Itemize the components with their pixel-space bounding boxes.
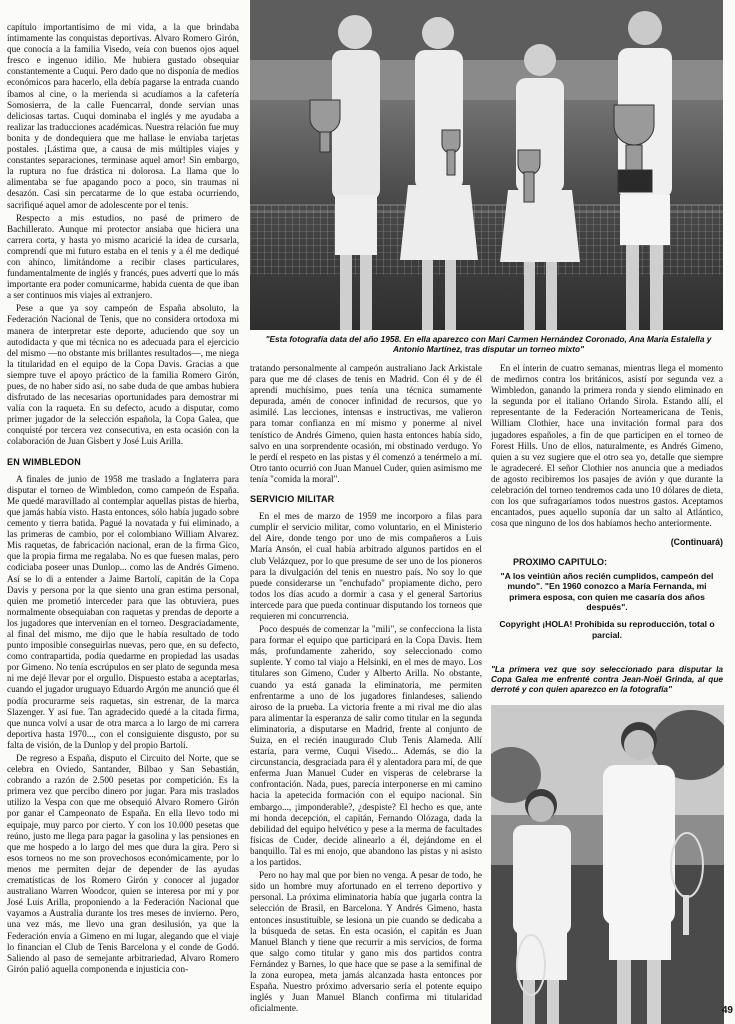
paragraph: Pese a que ya soy campeón de España absoluto, la Federación Nacional de Tenis, que no considera ortodoxa mi manera de interpretar este deporte, aduciendo que soy un autodidacta y que mi técnica no es adecuada para el ejercicio del mismo —no obstante mis brillantes resultados—, me niega la titularidad en el equipo de la Copa Davis. Gracias a que siempre tuve el apoyo práctico de la familia Romero Girón, pues, de no haber sido así, no sabe duda de que ambas hubiera disfrutado de las necesarias oportunidades para demostrar mi valía con la raqueta. En su defecto, acudo a disputar, como primer jugador de la selección española, la Copa Galea, que conquisté por tercera vez consecutiva, en esta ocasión con la colaboración de Juan Gisbert y José Luis Arilla. (7, 303, 239, 447)
text-column-1 (7, 22, 239, 1022)
paragraph: De regreso a España, disputo el Circuito del Norte, que se celebra en Oviedo, Santander, Bilbao y San Sebastián, cobrando a razón de 2.500 pesetas por competición. Es la primera vez que percibo dinero por jugar. Para mis traslados utilizo la Vespa con que me obsequió Alvaro Romero Girón por ganar el Campeonato de España. En ella llevo todo mi equipaje, muy parco por cierto. Y con los 10.000 pesetas que reúno, justo me llega para pagar la gasolina y las pensiones en que me hospedo a lo largo del mes que dura la gira. Pero si esos torneos no me son provechosos económicamente, por lo menos me permiten dejar de depender de las ayudas crematísticas de los Romero Girón y conocer al jugador australiano Warren Woodcor, quien se interesa por mí y por José Luis Arilla, proponiendo a la Federación Nacional que vayamos a Australia durante los tres meses de invierno. Pero, una vez más, me llevo una gran desilusión, ya que la Federación envía a Gimeno en mi lugar, alegando que el viaje lo financian el Club de Tenis Barcelona y el conde de Godó. Saliendo al paso de semejante arbitrariedad, Alvaro Romero Girón palió aquella componenda e injusticia con- (7, 753, 239, 974)
section-heading-servicio-militar: SERVICIO MILITAR (250, 494, 335, 505)
next-chapter-heading: PROXIMO CAPITULO: (513, 556, 607, 567)
photo1-illustration (250, 0, 723, 330)
photo-tennis-mixed-1958 (250, 0, 723, 330)
text-column-3 (491, 363, 723, 693)
next-chapter-text: "A los veintiún años recién cumplidos, campeón del mundo". "En 1960 conozco a María Fernanda, mi primera esposa, con quien me casaría dos años después". (500, 570, 714, 613)
photo-copa-galea (491, 705, 724, 1024)
section-heading-wimbledon: EN WIMBLEDON (7, 456, 81, 467)
continuara-label: (Continuará) (670, 537, 723, 548)
paragraph: capítulo importantísimo de mi vida, a la que brindaba íntimamente las conquistas deportivas. Alvaro Romero Girón, que conocía a la familia Visedo, veía con buenos ojos aquel fresco e ingenuo idilio. Me hubiera gustado obsequiar constantemente a Cuqui. Pero dado que no disponía de medios económicos para hacerlo, ella debía pagarse la entrada cuando íbamos al cine, o la merienda si acudíamos a la cafetería Somosierra, de la calle Fuencarral, donde servían unas deliciosas tartas. Cuqui dominaba el inglés y me ayudaba a realizar las traducciones académicas. Nuestra relación fue muy bonita y de dondequiera que me hallase le enviaba tarjetas postales. ¡Lástima que, a causa de mis múltiples viajes y constantes separaciones, terminase aquel amor! Sin embargo, la ruptura no fue drástica ni dolorosa. La llama que lo alimentaba se fue apagando poco a poco, sin traumas ni desazón. Casi sin percatarme de lo que estaba ocurriendo, sacrifiqué aquel amor de adolescente por el tenis. (7, 22, 239, 210)
copyright-notice: Copyright ¡HOLA! Prohibida su reproducción, total o parcial. (499, 618, 715, 640)
paragraph: Respecto a mis estudios, no pasé de primero de Bachillerato. Aunque mi protector ansiaba que hiciera una carrera corta, y hasta yo mismo acaricié la idea de cursarla, comprendí que mi futuro estaba en el tenis y a él me dediqué con ahínco, limitándome a recibir clases particulares, fundamentalmente de inglés y francés, pues advertí que lo más importante era poder comunicarme, habida cuenta de que iban a ser continuos mis viajes al extranjero. (7, 212, 239, 301)
paragraph: En el ínterin de cuatro semanas, mientras llega el momento de medirnos contra los británicos, asistí por segunda vez a Wimbledon, ganando la primera ronda y siendo eliminado en la segunda por el italiano Orlando Sirola. Estando allí, el representante de la Federación Norteamericana de Tenis, William Clothier, hace una invitación formal para dos jugadores españoles, a fin de que participen en el torneo de Forest Hills. Uno de ellos, naturalmente, es Andrés Gimeno, quien a su vez sugiere que el otro sea yo, detalle que siempre le agradeceré. El señor Clothier nos anuncia que a mediados de agosto recibiremos los pasajes de avión y que durante la celebración del torneo tendremos cada uno 10 dólares de dieta, con los que sufragaríamos todos nuestros gastos. Aceptamos encantados, pues aquello suponía dar un salto al Atlántico, cosa que ninguno de los dos habíamos hecho anteriormente. (491, 363, 723, 529)
photo1-caption: "Esta fotografía data del año 1958. En ella aparezco con Mari Carmen Hernández Coronado, Ana María Estalella y Antonio Martínez, tras disputar un torneo mixto" (265, 334, 712, 355)
paragraph: A finales de junio de 1958 me traslado a Inglaterra para disputar el torneo de Wimbledon, como campeón de España. Me quedé maravillado al contemplar aquellas pistas de hierba, que jamás había visto. Hasta entonces, sólo había jugado sobre cemento y tierra batida. Pagué la novatada y fui eliminado, a las primeras de cambio, por el colombiano William Alvarez. Mis raquetas, de fabricación nacional, eran de la firma Gico, que la propia firma me regalaba. No es que fuesen malas, pero codiciaba poseer unas Dunlop... como las de Andrés Gimeno. Así se lo di a entender a Jaime Bartolí, capitán de la Copa Davis y persona por la que siento una gran estima personal, quien me prometió interceder para que las obtuviera, pues normalmente obsequiaban con raquetas y prendas de deporte a los jugadores que intervenían en el torneo. Desgraciadamente, al final del mismo, me dijo que le había resultado de todo punto imposible conseguirlas nuevas, pero que, en su defecto, como contrapartida, podía quedarme en propiedad las usadas por Gimeno. No tenía escrúpulos en ser plato de segunda mesa ni me dejé llevar por el orgullo. Dispuesto estaba a aceptarlas, cuando el jugador uruguayo Eduardo Argón me anunció que él podía procurarme seis raquetas, sin estrenar, de la marca Slazenger. Y así fue. Tan agradecido quedé a la citada firma, que nunca volví a usar de otra marca a lo largo de mi carrera deportiva hasta 1970..., con el consiguiente disgusto, por su falta de visión, de la Dunlop y del propio Bartolí. (7, 473, 239, 750)
photo2-illustration (491, 705, 724, 1024)
paragraph: Pero no hay mal que por bien no venga. A pesar de todo, he sido un hombre muy afortunado en el terreno deportivo y personal. La próxima eliminatoria había que jugarla contra la selección de Brasil, en Barcelona. Y Andrés Gimeno, hasta entonces insustituible, se lesiona un pie cuando se dedicaba a la búsqueda de setas. En esta ocasión, el capitán es Juan Manuel Blanch y tiene que recurrir a mis servicios, de forma que salgo como titular y gano mis dos partidos contra Fernández y Barnes, lo que hace que se pase a la semifinal de la zona europea, meta jamás alcanzada hasta entonces por España. Nuestro próximo adversario sería el potente equipo inglés y Juan Manuel Blanch confirma mi titularidad oficialmente. (250, 870, 482, 1014)
text-column-2 (250, 363, 482, 1023)
paragraph: En el mes de marzo de 1959 me incorporo a filas para cumplir el servicio militar, como voluntario, en el Ministerio del Aire, donde tengo por uno de mis compañeros a Luis María Ansón, el cual había arbitrado algunos partidos en el club Velázquez, por lo que presume de ser uno de los pioneros para la divulgación del tenis en nuestro país. No soy lo que puede considerarse un "enchufado" propiamente dicho, pero todos los días acudo a dormir a casa y el general Sartorius intercede para que pueda continuar disputando los torneos que requieren mi concurrencia. (250, 511, 482, 621)
page-number: 49 (721, 1005, 733, 1016)
paragraph: Poco después de comenzar la "mili", se confecciona la lista para formar el equipo que participará en la Copa Davis. Item más, profundamente zaherido, soy seleccionado como suplente. Y como tal viajo a Helsinki, en el mes de mayo. Los titulares son Gimeno, Cuder y Alberto Arilla. No obstante, cuando ya está ganada la eliminatoria, me permiten enfrentarme a uno de los jugadores finlandeses, saliendo airoso de la prueba. La victoria frente a mi rival me dio alas para alimentar la esperanza de salir como titular en la segunda eliminatoria, a disputarse en Madrid, frente al conjunto de Suiza, en el recién inaugurado Club Tenis Alameda. Allí estaría, para verme, Cuqui Visedo... Además, se dio la circunstancia, desgraciada para él y alentadora para mí, de que enferma Juan Manuel Cuder en vísperas de celebrarse la confrontación. Nada, pues, parecía interponerse en mi camino hacia la apetecida formación con el equipo nacional. Sin embargo..., ¡imponderable?, ¿despiste? El hecho es que, ante mi honda decepción, el capitán, Fernando Olózaga, dada la debilidad del equipo helvético y pese a la merma de facultades físicas de Cuder, decide alinearlo a él, dejándome en el banquillo. Tal es mi enojo, que abandono las pistas y ni asisto a los partidos. (250, 624, 482, 868)
paragraph: tratando personalmente al campeón australiano Jack Arkistale para que me dé clases de tenis en Madrid. Con él y de él aprendí muchísimo, pues tenía una técnica sumamente depurada, amén de conocer infinidad de recursos, que yo asimilé. Las lecciones, intensas e instructivas, me valieron para tomar confianza en mí mismo y ponerme al nivel tenístico de Andrés Gimeno, quien hasta entonces había sido, salvo en una sorprendente ocasión, mi obstinado verdugo. Yo le perdí el respeto en las pistas y él comenzó a tenérmelo a mí. Otro tanto ocurrió con Juan Manuel Cuder, quien asimismo me tenía "comida la moral". (250, 363, 482, 484)
photo2-caption: "La primera vez que soy seleccionado para disputar la Copa Galea me enfrenté contra Jean-Noël Grinda, al que derroté y con quien aparezco en la fotografía" (491, 664, 723, 695)
